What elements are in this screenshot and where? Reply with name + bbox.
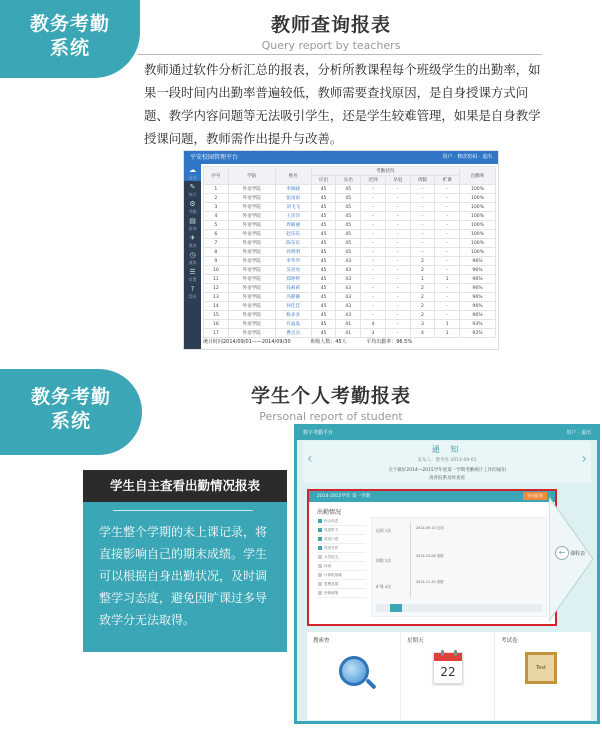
- title-cn: 教师查询报表: [270, 14, 391, 36]
- sidebar-item[interactable]: ☁ 报表: [184, 164, 201, 181]
- card-title: 星期天: [407, 638, 424, 644]
- stat-label: 迟到 1次: [376, 528, 392, 533]
- table-cell: 9: [204, 257, 229, 266]
- table-row: [204, 275, 496, 284]
- table-cell: 45: [311, 203, 336, 212]
- table-cell: -: [385, 230, 410, 239]
- table-cell: 外语学院: [228, 293, 275, 302]
- table-cell: 45: [336, 185, 361, 194]
- table-cell: -: [361, 293, 386, 302]
- table-cell: 45: [311, 194, 336, 203]
- table-cell: 1: [410, 275, 435, 284]
- timeline-event: 2014-11-20 请假: [416, 580, 444, 584]
- table-cell: -: [410, 185, 435, 194]
- table-cell: -: [435, 212, 460, 221]
- table-cell: 1: [435, 320, 460, 329]
- table-cell: -: [410, 230, 435, 239]
- col-header: 请假: [410, 176, 435, 185]
- table-cell: 45: [336, 203, 361, 212]
- table-cell: 何佳佳: [275, 302, 311, 311]
- app-header: [297, 427, 597, 440]
- table-cell: -: [435, 203, 460, 212]
- table-cell: 2: [410, 257, 435, 266]
- table-cell: 外语学院: [228, 284, 275, 293]
- table-cell: 45: [311, 320, 336, 329]
- table-cell: 1: [435, 329, 460, 338]
- table-cell: 许晶晶: [275, 320, 311, 329]
- table-cell: -: [361, 311, 386, 320]
- table-cell: 93%: [460, 320, 496, 329]
- chevron-left-icon[interactable]: ‹: [307, 451, 313, 467]
- student-report-screenshot: [294, 424, 600, 724]
- week-tab-active[interactable]: [390, 604, 402, 612]
- list-item[interactable]: 思想品德: [317, 580, 365, 589]
- table-cell: 李晓晓: [275, 185, 311, 194]
- table-cell: 45: [311, 293, 336, 302]
- table-cell: -: [435, 311, 460, 320]
- table-cell: 13: [204, 293, 229, 302]
- table-cell: 12: [204, 284, 229, 293]
- table-cell: 45: [311, 239, 336, 248]
- table-cell: 外语学院: [228, 203, 275, 212]
- table-cell: 45: [311, 212, 336, 221]
- sidebar-item-label: 设置: [188, 277, 197, 282]
- badge-line2: 系统: [49, 37, 90, 59]
- table-cell: -: [361, 230, 386, 239]
- table-cell: 外语学院: [228, 275, 275, 284]
- table-cell: 周丽丽: [275, 221, 311, 230]
- table-cell: -: [385, 302, 410, 311]
- table-cell: 2: [410, 311, 435, 320]
- table-cell: -: [435, 194, 460, 203]
- table-cell: 8: [204, 248, 229, 257]
- table-row: [204, 194, 496, 203]
- magnifier-icon: [339, 656, 369, 686]
- table-cell: 45: [336, 248, 361, 257]
- table-cell: 41: [336, 329, 361, 338]
- calendar-ring: [454, 650, 457, 656]
- table-cell: 1: [204, 185, 229, 194]
- title-en: Personal report of student: [259, 410, 403, 423]
- table-cell: -: [385, 311, 410, 320]
- table-row: [204, 203, 496, 212]
- table-cell: 孙明明: [275, 248, 311, 257]
- table-cell: 43: [336, 293, 361, 302]
- col-header: 迟到: [361, 176, 386, 185]
- table-cell: 王洋洋: [275, 212, 311, 221]
- calendar-ring: [441, 650, 444, 656]
- table-cell: 100%: [460, 194, 496, 203]
- export-button[interactable]: 导出报表: [523, 492, 547, 500]
- attendance-panel: [307, 489, 557, 626]
- col-header: 姓名: [275, 167, 311, 185]
- col-group-header: 考勤状况: [311, 167, 459, 176]
- stat-label: 旷课 0次: [376, 584, 392, 589]
- calendar-header: [434, 653, 462, 661]
- app-header: [184, 151, 498, 164]
- table-cell: 43: [336, 302, 361, 311]
- feature-heading: 学生自主查看出勤情况报表: [83, 470, 287, 502]
- table-cell: 43: [336, 284, 361, 293]
- list-item[interactable]: 体育: [317, 562, 365, 571]
- notice-body: 请各院系及时查看: [429, 476, 465, 481]
- attendance-title: 出勤情况: [317, 509, 342, 516]
- table-cell: 4: [204, 212, 229, 221]
- table-cell: 100%: [460, 203, 496, 212]
- table-cell: 外语学院: [228, 329, 275, 338]
- table-cell: 41: [336, 320, 361, 329]
- table-cell: -: [435, 221, 460, 230]
- table-cell: 45: [311, 284, 336, 293]
- table-cell: 92%: [460, 329, 496, 338]
- exam-icon: [525, 652, 557, 684]
- table-cell: 10: [204, 266, 229, 275]
- table-cell: 李华华: [275, 257, 311, 266]
- table-cell: -: [410, 221, 435, 230]
- section-title: [0, 10, 602, 52]
- table-cell: -: [385, 257, 410, 266]
- sidebar-item-label: 查询: [188, 226, 197, 231]
- list-item[interactable]: 英语听力: [317, 526, 365, 535]
- stat-label: 请假 2次: [376, 558, 392, 563]
- badge-line1: 教务考勤: [30, 386, 111, 408]
- table-cell: 45: [311, 230, 336, 239]
- table-cell: 45: [311, 266, 336, 275]
- table-cell: 4: [410, 329, 435, 338]
- table-cell: 2: [410, 293, 435, 302]
- report-footer: [203, 338, 430, 345]
- table-cell: 45: [311, 257, 336, 266]
- table-cell: 43: [336, 275, 361, 284]
- term-label[interactable]: 2014-2015学年 第一学期: [317, 494, 370, 499]
- sidebar-item[interactable]: ⚙ 考勤: [184, 198, 201, 215]
- magnifier-handle: [365, 678, 376, 689]
- list-item[interactable]: 形势政策: [317, 589, 365, 598]
- table-cell: -: [385, 212, 410, 221]
- table-cell: 2: [204, 194, 229, 203]
- sidebar-item[interactable]: ✈ 课表: [184, 232, 201, 249]
- table-cell: -: [385, 194, 410, 203]
- table-cell: 3: [410, 320, 435, 329]
- app-title: 平安校园管理平台: [190, 154, 239, 161]
- table-cell: 15: [204, 311, 229, 320]
- table-cell: 100%: [460, 239, 496, 248]
- table-cell: 11: [204, 275, 229, 284]
- table-cell: -: [435, 230, 460, 239]
- badge-line1: 教务考勤: [29, 13, 110, 35]
- table-row: [204, 311, 496, 320]
- title-cn: 学生个人考勤报表: [250, 385, 411, 407]
- table-cell: 2: [410, 302, 435, 311]
- table-cell: 外语学院: [228, 248, 275, 257]
- table-cell: -: [410, 203, 435, 212]
- term-bar: [309, 491, 555, 502]
- col-header: 出勤率: [460, 167, 496, 185]
- table-row: [204, 185, 496, 194]
- side-label: 课程表: [570, 551, 586, 557]
- col-header: 学院: [228, 167, 275, 185]
- sidebar: [184, 164, 201, 349]
- table-cell: 外语学院: [228, 311, 275, 320]
- footer-count: 班级人数：45人: [310, 339, 347, 345]
- calendar-day: 22: [440, 665, 456, 679]
- feature-box: [83, 470, 287, 652]
- section-title: [0, 381, 602, 423]
- table-row: [204, 293, 496, 302]
- table-cell: -: [435, 302, 460, 311]
- notice-title: 通 知: [431, 445, 463, 454]
- notice-banner: [303, 441, 591, 483]
- table-row: [204, 266, 496, 275]
- app-title: 数字考勤平台: [303, 430, 334, 436]
- table-cell: 外语学院: [228, 194, 275, 203]
- table-cell: -: [435, 284, 460, 293]
- table-cell: 96%: [460, 257, 496, 266]
- table-cell: 100%: [460, 221, 496, 230]
- footer-period: 统计时间2014/09/01——2014/09/30: [203, 339, 291, 345]
- sidebar-item-label: 报表: [188, 175, 197, 180]
- table-cell: 钱莉莉: [275, 284, 311, 293]
- table-cell: 赵乐乐: [275, 230, 311, 239]
- table-cell: 45: [311, 185, 336, 194]
- report-table-area: [203, 166, 496, 338]
- card-calendar[interactable]: [401, 632, 495, 720]
- chevron-right-icon[interactable]: ›: [581, 451, 587, 467]
- teacher-report-screenshot: [183, 150, 499, 350]
- divider: [138, 54, 542, 55]
- timeline-event: 2014-10-08 请假: [416, 554, 444, 558]
- table-cell: -: [435, 257, 460, 266]
- timeline-line: [410, 522, 411, 598]
- course-list: [317, 517, 365, 598]
- table-cell: 45: [311, 329, 336, 338]
- col-header: 旷课: [435, 176, 460, 185]
- table-cell: 1: [435, 275, 460, 284]
- quick-cards: [307, 632, 591, 720]
- list-item[interactable]: 计算机基础: [317, 571, 365, 580]
- table-cell: -: [435, 266, 460, 275]
- feature-text: 学生整个学期的未上课记录，将直接影响自己的期末成绩。学生可以根据自身出勤状况，及时调整学习态度，避免因旷课过多导致学分无法取得。: [99, 525, 268, 627]
- table-cell: 96%: [460, 266, 496, 275]
- list-item[interactable]: 英语口语: [317, 535, 365, 544]
- table-cell: -: [410, 194, 435, 203]
- table-cell: 96%: [460, 284, 496, 293]
- table-cell: -: [385, 293, 410, 302]
- table-cell: -: [385, 329, 410, 338]
- table-cell: -: [385, 266, 410, 275]
- table-cell: 外语学院: [228, 257, 275, 266]
- exam-text: Test: [536, 665, 546, 671]
- table-cell: 外语学院: [228, 221, 275, 230]
- back-arrow-icon[interactable]: ←: [555, 546, 569, 560]
- table-cell: 陈东东: [275, 239, 311, 248]
- table-cell: -: [385, 203, 410, 212]
- table-cell: 43: [336, 311, 361, 320]
- table-cell: 郑婷婷: [275, 275, 311, 284]
- table-cell: -: [435, 239, 460, 248]
- table-cell: -: [361, 194, 386, 203]
- table-cell: 5: [204, 221, 229, 230]
- table-cell: -: [435, 293, 460, 302]
- table-cell: -: [361, 212, 386, 221]
- table-cell: 45: [336, 239, 361, 248]
- table-cell: 43: [336, 257, 361, 266]
- card-exam[interactable]: [495, 632, 589, 720]
- attendance-detail: [371, 517, 547, 617]
- header-user-links[interactable]: 用户 · 修改密码 · 退出: [442, 154, 492, 160]
- table-row: [204, 329, 496, 338]
- table-cell: 45: [311, 221, 336, 230]
- table-cell: 96%: [460, 293, 496, 302]
- table-cell: -: [361, 257, 386, 266]
- table-row: [204, 284, 496, 293]
- table-cell: 吴亮亮: [275, 266, 311, 275]
- table-cell: 6: [204, 230, 229, 239]
- table-row: [204, 248, 496, 257]
- table-cell: 43: [336, 266, 361, 275]
- table-row: [204, 257, 496, 266]
- table-cell: 96%: [460, 302, 496, 311]
- table-cell: 刘飞飞: [275, 203, 311, 212]
- sidebar-item[interactable]: ▤ 查询: [184, 215, 201, 232]
- table-cell: 17: [204, 329, 229, 338]
- table-cell: 曹点点: [275, 329, 311, 338]
- table-cell: -: [385, 320, 410, 329]
- col-header: 应出: [311, 176, 336, 185]
- table-cell: -: [435, 185, 460, 194]
- header-user-links[interactable]: 用户 · 退出: [566, 430, 591, 436]
- table-cell: 45: [336, 221, 361, 230]
- table-cell: -: [385, 248, 410, 257]
- sidebar-item-label: 统计: [188, 192, 197, 197]
- sidebar-item[interactable]: ◷ 通知: [184, 249, 201, 266]
- badge-line2: 系统: [50, 410, 91, 432]
- side-arrow-shape: [549, 497, 593, 621]
- table-cell: -: [361, 284, 386, 293]
- table-cell: 外语学院: [228, 239, 275, 248]
- calendar-icon: [433, 652, 463, 684]
- table-cell: 14: [204, 302, 229, 311]
- attendance-table: [203, 166, 496, 338]
- table-cell: 100%: [460, 185, 496, 194]
- table-cell: 45: [336, 212, 361, 221]
- sidebar-item-label: 通知: [188, 260, 197, 265]
- sidebar-item-label: 课表: [188, 243, 197, 248]
- table-cell: -: [361, 302, 386, 311]
- col-header: 实出: [336, 176, 361, 185]
- week-tabs[interactable]: [376, 604, 542, 612]
- table-cell: 外语学院: [228, 302, 275, 311]
- list-item[interactable]: 大学语文: [317, 553, 365, 562]
- table-cell: 45: [311, 248, 336, 257]
- table-row: [204, 302, 496, 311]
- table-row: [204, 230, 496, 239]
- col-header: 序号: [204, 167, 229, 185]
- table-cell: 45: [311, 302, 336, 311]
- table-cell: 45: [311, 275, 336, 284]
- col-header: 早退: [385, 176, 410, 185]
- table-cell: 外语学院: [228, 320, 275, 329]
- table-cell: 3: [361, 329, 386, 338]
- table-cell: 外语学院: [228, 212, 275, 221]
- table-cell: -: [361, 266, 386, 275]
- sidebar-item-label: 帮助: [188, 294, 197, 299]
- card-search[interactable]: [307, 632, 401, 720]
- table-cell: -: [385, 239, 410, 248]
- table-cell: -: [385, 221, 410, 230]
- table-cell: 张雨雨: [275, 194, 311, 203]
- footer-rate: 平均出勤率：96.5%: [366, 339, 413, 345]
- title-en: Query report by teachers: [261, 39, 401, 52]
- table-cell: -: [361, 203, 386, 212]
- card-title: 搜索查: [313, 638, 330, 644]
- table-cell: -: [410, 212, 435, 221]
- table-row: [204, 212, 496, 221]
- table-cell: -: [385, 284, 410, 293]
- table-cell: 7: [204, 239, 229, 248]
- table-cell: -: [361, 275, 386, 284]
- list-item[interactable]: 综合英语: [317, 517, 365, 526]
- table-cell: -: [361, 185, 386, 194]
- table-cell: 外语学院: [228, 266, 275, 275]
- table-cell: 100%: [460, 212, 496, 221]
- table-cell: 100%: [460, 230, 496, 239]
- table-cell: 外语学院: [228, 185, 275, 194]
- notice-meta: 发布人：教务处 2014-09-01: [417, 458, 477, 463]
- sidebar-item[interactable]: ✎ 统计: [184, 181, 201, 198]
- table-cell: 外语学院: [228, 230, 275, 239]
- table-cell: 45: [336, 230, 361, 239]
- table-cell: -: [435, 248, 460, 257]
- list-item[interactable]: 英语写作: [317, 544, 365, 553]
- table-cell: 45: [311, 311, 336, 320]
- table-cell: 3: [204, 203, 229, 212]
- table-row: [204, 221, 496, 230]
- table-cell: -: [361, 239, 386, 248]
- table-row: [204, 239, 496, 248]
- table-cell: 2: [410, 284, 435, 293]
- table-cell: 杨多多: [275, 311, 311, 320]
- table-cell: 冯静静: [275, 293, 311, 302]
- table-cell: 96%: [460, 311, 496, 320]
- table-cell: -: [361, 221, 386, 230]
- sidebar-item-label: 考勤: [188, 209, 197, 214]
- table-cell: -: [385, 185, 410, 194]
- table-row: [204, 320, 496, 329]
- table-cell: -: [410, 248, 435, 257]
- notice-body[interactable]: 关于做好2014—2015学年度第一学期考勤统计工作的通知: [388, 468, 506, 473]
- table-cell: -: [385, 275, 410, 284]
- card-title: 考试卷: [501, 638, 518, 644]
- table-cell: 96%: [460, 275, 496, 284]
- sidebar-item[interactable]: ☰ 设置: [184, 266, 201, 283]
- table-cell: 16: [204, 320, 229, 329]
- table-cell: 4: [361, 320, 386, 329]
- section-description: 教师通过软件分析汇总的报表，分析所教课程每个班级学生的出勤率，如果一段时间内出勤率普遍较低，教师需要查找原因，是自身授课方式问题、教学内容问题等无法吸引学生，还是学生较难管理，如果是自身教学授课问题，教师需作出提升与改善。: [144, 62, 541, 146]
- timeline-event: 2014-09-15 迟到: [416, 526, 444, 530]
- table-cell: -: [410, 239, 435, 248]
- schedule-side-tab[interactable]: [549, 497, 593, 621]
- sidebar-item[interactable]: ? 帮助: [184, 283, 201, 300]
- table-cell: 45: [336, 194, 361, 203]
- table-cell: -: [361, 248, 386, 257]
- table-cell: 100%: [460, 248, 496, 257]
- table-cell: 2: [410, 266, 435, 275]
